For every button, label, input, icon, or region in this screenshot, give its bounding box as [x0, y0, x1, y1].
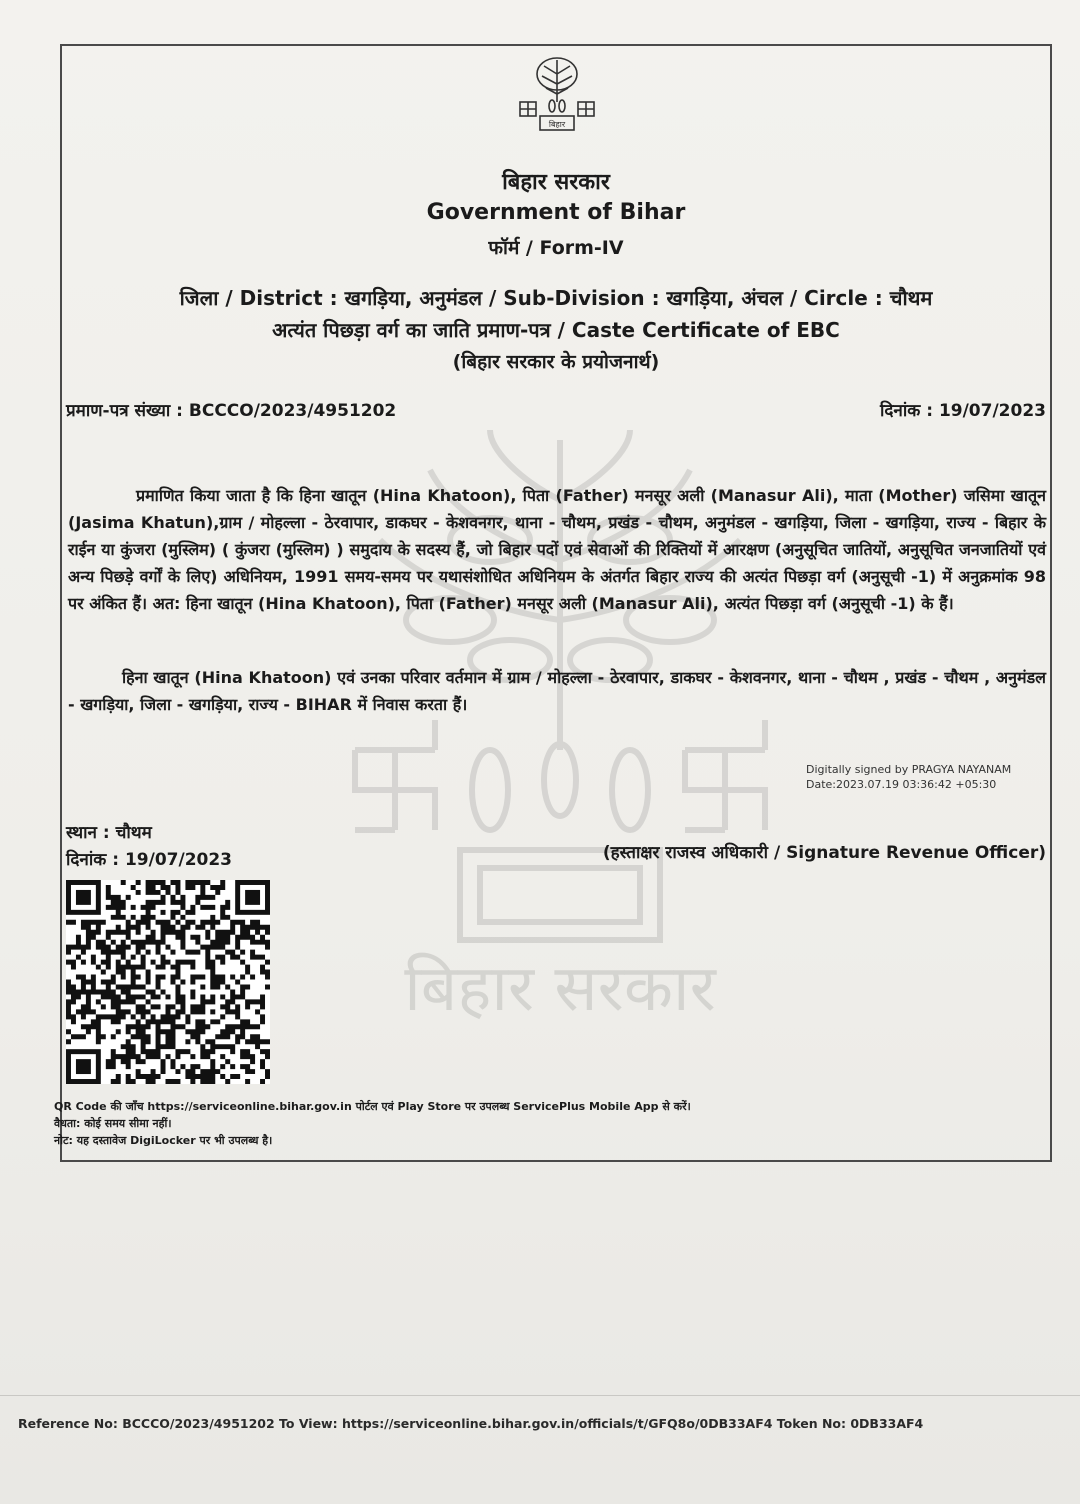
certificate-title: अत्यंत पिछड़ा वर्ग का जाति प्रमाण-पत्र / Caste Certificate of EBC: [272, 318, 840, 342]
qr-note: QR Code की जाँच https://serviceonline.bihar.gov.in पोर्टल एवं Play Store पर उपलब्ध ServicePlus Mobile App से करें।: [54, 1100, 691, 1113]
emblem-label: बिहार: [548, 120, 566, 129]
issue-date: दिनांक : 19/07/2023: [879, 401, 1046, 421]
digital-sign-date: Date:2023.07.19 03:36:42 +05:30: [806, 778, 997, 791]
place-label: स्थान : चौथम: [66, 823, 152, 843]
digilocker-note: नोट: यह दस्तावेज DigiLocker पर भी उपलब्ध है।: [54, 1134, 273, 1147]
validity-note: वैधता: कोई समय सीमा नहीं।: [54, 1117, 172, 1130]
qr-code-icon[interactable]: [66, 880, 270, 1084]
footer-divider: [0, 1395, 1080, 1396]
govt-title-english: Government of Bihar: [426, 200, 686, 225]
residence-paragraph: हिना खातून (Hina Khatoon) एवं उनका परिवार वर्तमान में ग्राम / मोहल्ला - ठेरवापार, डाकघर - केशवनगर, थाना - चौथम , प्रखंड - चौथम , अनुमंडल - खगड़िया, जिला - खगड़िया, राज्य - BIHAR में निवास करता हैं।: [68, 668, 1046, 714]
govt-title-hindi: बिहार सरकार: [502, 170, 610, 195]
certificate-number: प्रमाण-पत्र संख्या : BCCCO/2023/4951202: [66, 401, 397, 421]
certificate-purpose: (बिहार सरकार के प्रयोजनार्थ): [452, 351, 660, 373]
place-date: दिनांक : 19/07/2023: [66, 850, 233, 870]
watermark-text: बिहार सरकार: [404, 952, 716, 1020]
officer-signature-label: (हस्ताक्षर राजस्व अधिकारी / Signature Revenue Officer): [602, 843, 1046, 863]
form-label: फॉर्म / Form-IV: [488, 237, 624, 259]
digital-signer: Digitally signed by PRAGYA NAYANAM: [806, 763, 1012, 776]
certification-paragraph: प्रमाणित किया जाता है कि हिना खातून (Hina Khatoon), पिता (Father) मनसूर अली (Manasur Ali), माता (Mother) जसिमा खातून (Jasima Khatun),ग्राम / मोहल्ला - ठेरवापार, डाकघर - केशवनगर, थाना - चौथम, प्रखंड - चौथम, अनुमंडल - खगड़िया, जिला - खगड़िया, राज्य - बिहार के राईन या कुंजरा (मुस्लिम) ( कुंजरा (मुस्लिम) ) समुदाय के सदस्य हैं, जो बिहार पदों एवं सेवाओं की रिक्तियों में आरक्षण (अनुसूचित जातियों, अनुसूचित जनजातियों एवं अन्य पिछड़े वर्गों के लिए) अधिनियम, 1991 समय-समय पर यथासंशोधित अधिनियम के अंतर्गत बिहार राज्य की अत्यंत पिछड़ा वर्ग (अनुसूची -1) में अनुक्रमांक 98 पर अंकित हैं। अत: हिना खातून (Hina Khatoon), पिता (Father) मनसूर अली (Manasur Ali), अत्यंत पिछड़ा वर्ग (अनुसूची -1) के हैं।: [68, 486, 1046, 613]
reference-footer: Reference No: BCCCO/2023/4951202 To View: https://serviceonline.bihar.gov.in/officials/t/GFQ8o/0DB33AF4 Token No: 0DB33AF4: [18, 1416, 924, 1431]
district-line: जिला / District : खगड़िया, अनुमंडल / Sub-Division : खगड़िया, अंचल / Circle : चौथम: [179, 286, 933, 310]
place-block: [66, 820, 232, 874]
digital-signature: [806, 762, 1011, 792]
bihar-emblem-icon: [512, 52, 602, 142]
notes-block: [54, 1098, 691, 1149]
